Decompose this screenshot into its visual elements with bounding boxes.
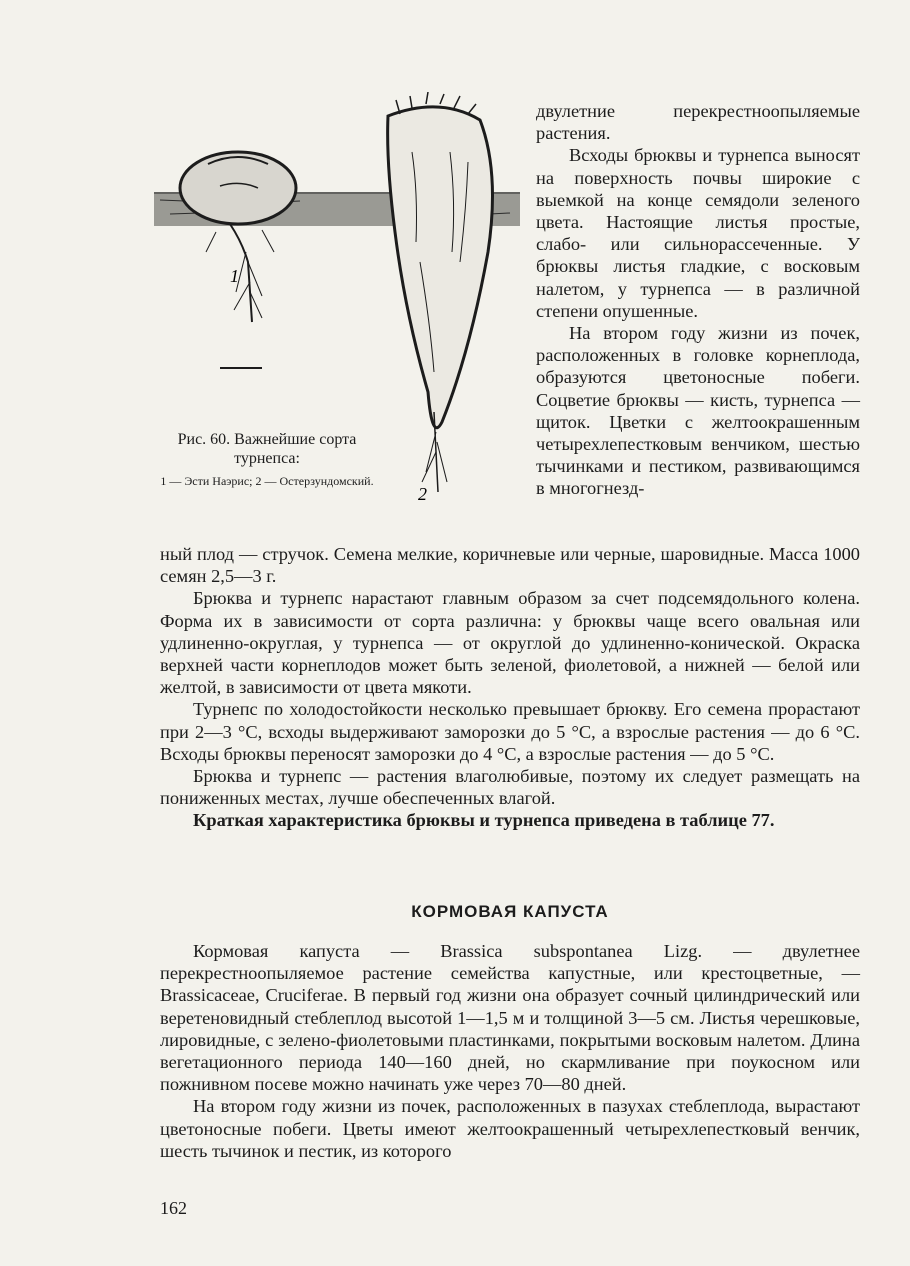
page-number: 162	[160, 1198, 187, 1218]
round-turnip-body	[180, 152, 296, 224]
full-width-text	[160, 543, 860, 832]
section-paragraph-2: На втором году жизни из почек, расположенных в пазухах стеблеплода, вырастают цветоносные побеги. Цветы имеют желтоокрашенный четырехлепестковый венчик, шесть тычинок и пестик, из которого	[160, 1096, 860, 1161]
column-paragraph-2: Всходы брюквы и турнепса выносят на поверхность почвы широкие с выемкой на конце семядоли зеленого цвета. Настоящие листья простые, слабо- или сильнорассеченные. У брюквы листья гладкие, с восковым налетом, у турнепса — в различной степени опушенные.	[536, 145, 860, 321]
full-paragraph-2: Брюква и турнепс нарастают главным образом за счет подсемядольного колена. Форма их в зависимости от сорта различна: у брюквы чаще всего овальная или удлиненно-округлая, у турнепса — от округлой до удлиненно-конической. Окраска верхней части корнеплодов может быть зеленой, фиолетовой, а нижней — белой или желтой, в зависимости от цвета мякоти.	[160, 588, 860, 698]
section-body	[160, 940, 860, 1162]
full-paragraph-1: ный плод — стручок. Семена мелкие, коричневые или черные, шаровидные. Масса 1000 семян 2,5—3 г.	[160, 544, 860, 587]
caption-title: Рис. 60. Важнейшие сорта турнепса:	[177, 431, 357, 467]
section-heading: КОРМОВАЯ КАПУСТА	[411, 902, 609, 921]
label-2: 2	[418, 484, 427, 504]
full-paragraph-4: Брюква и турнепс — растения влаголюбивые, поэтому их следует размещать на пониженных местах, лучше обеспеченных влагой.	[160, 766, 860, 809]
label-1: 1	[230, 266, 239, 286]
right-column	[536, 100, 860, 500]
long-turnip-body	[388, 107, 493, 428]
column-paragraph-1: двулетние перекрестноопыляемые растения.	[536, 101, 860, 144]
full-paragraph-3: Турнепс по холодостойкости несколько превышает брюкву. Его семена прорастают при 2—3 °С, всходы выдерживают заморозки до 5 °С, а взрослые растения — до 6 °С. Всходы брюквы переносят заморозки до 4 °С, а взрослые растения — до 5 °С.	[160, 699, 860, 764]
table-reference: Краткая характеристика брюквы и турнепса приведена в таблице 77.	[193, 810, 775, 831]
section-paragraph-1: Кормовая капуста — Brassica subspontanea Lizg. — двулетнее перекрестноопыляемое растение семейства капустные, или крестоцветные, — Brassicaceae, Cruciferae. В первый год жизни она образует сочный цилиндрический или веретеновидный стеблеплод высотой 1—1,5 м и толщиной 3—5 см. Листья черешковые, лировидные, с зелено-фиолетовыми пластинками, покрытыми восковым налетом. Длина вегетационного периода 140—160 дней, но скармливание при поукосном или пожнивном посеве можно начинать уже через 70—80 дней.	[160, 941, 860, 1095]
column-paragraph-3: На втором году жизни из почек, расположенных в головке корнеплода, образуются цветоносные побеги. Соцветие брюквы — кисть, турнепса — щиток. Цветки с желтоокрашенным четырехлепестковым венчиком, шестью тычинками и пестиком, развивающимся в многогнезд-	[536, 323, 860, 499]
figure-caption	[152, 430, 382, 488]
caption-legend: 1 — Эсти Наэрис; 2 — Остерзундомский.	[160, 474, 374, 488]
